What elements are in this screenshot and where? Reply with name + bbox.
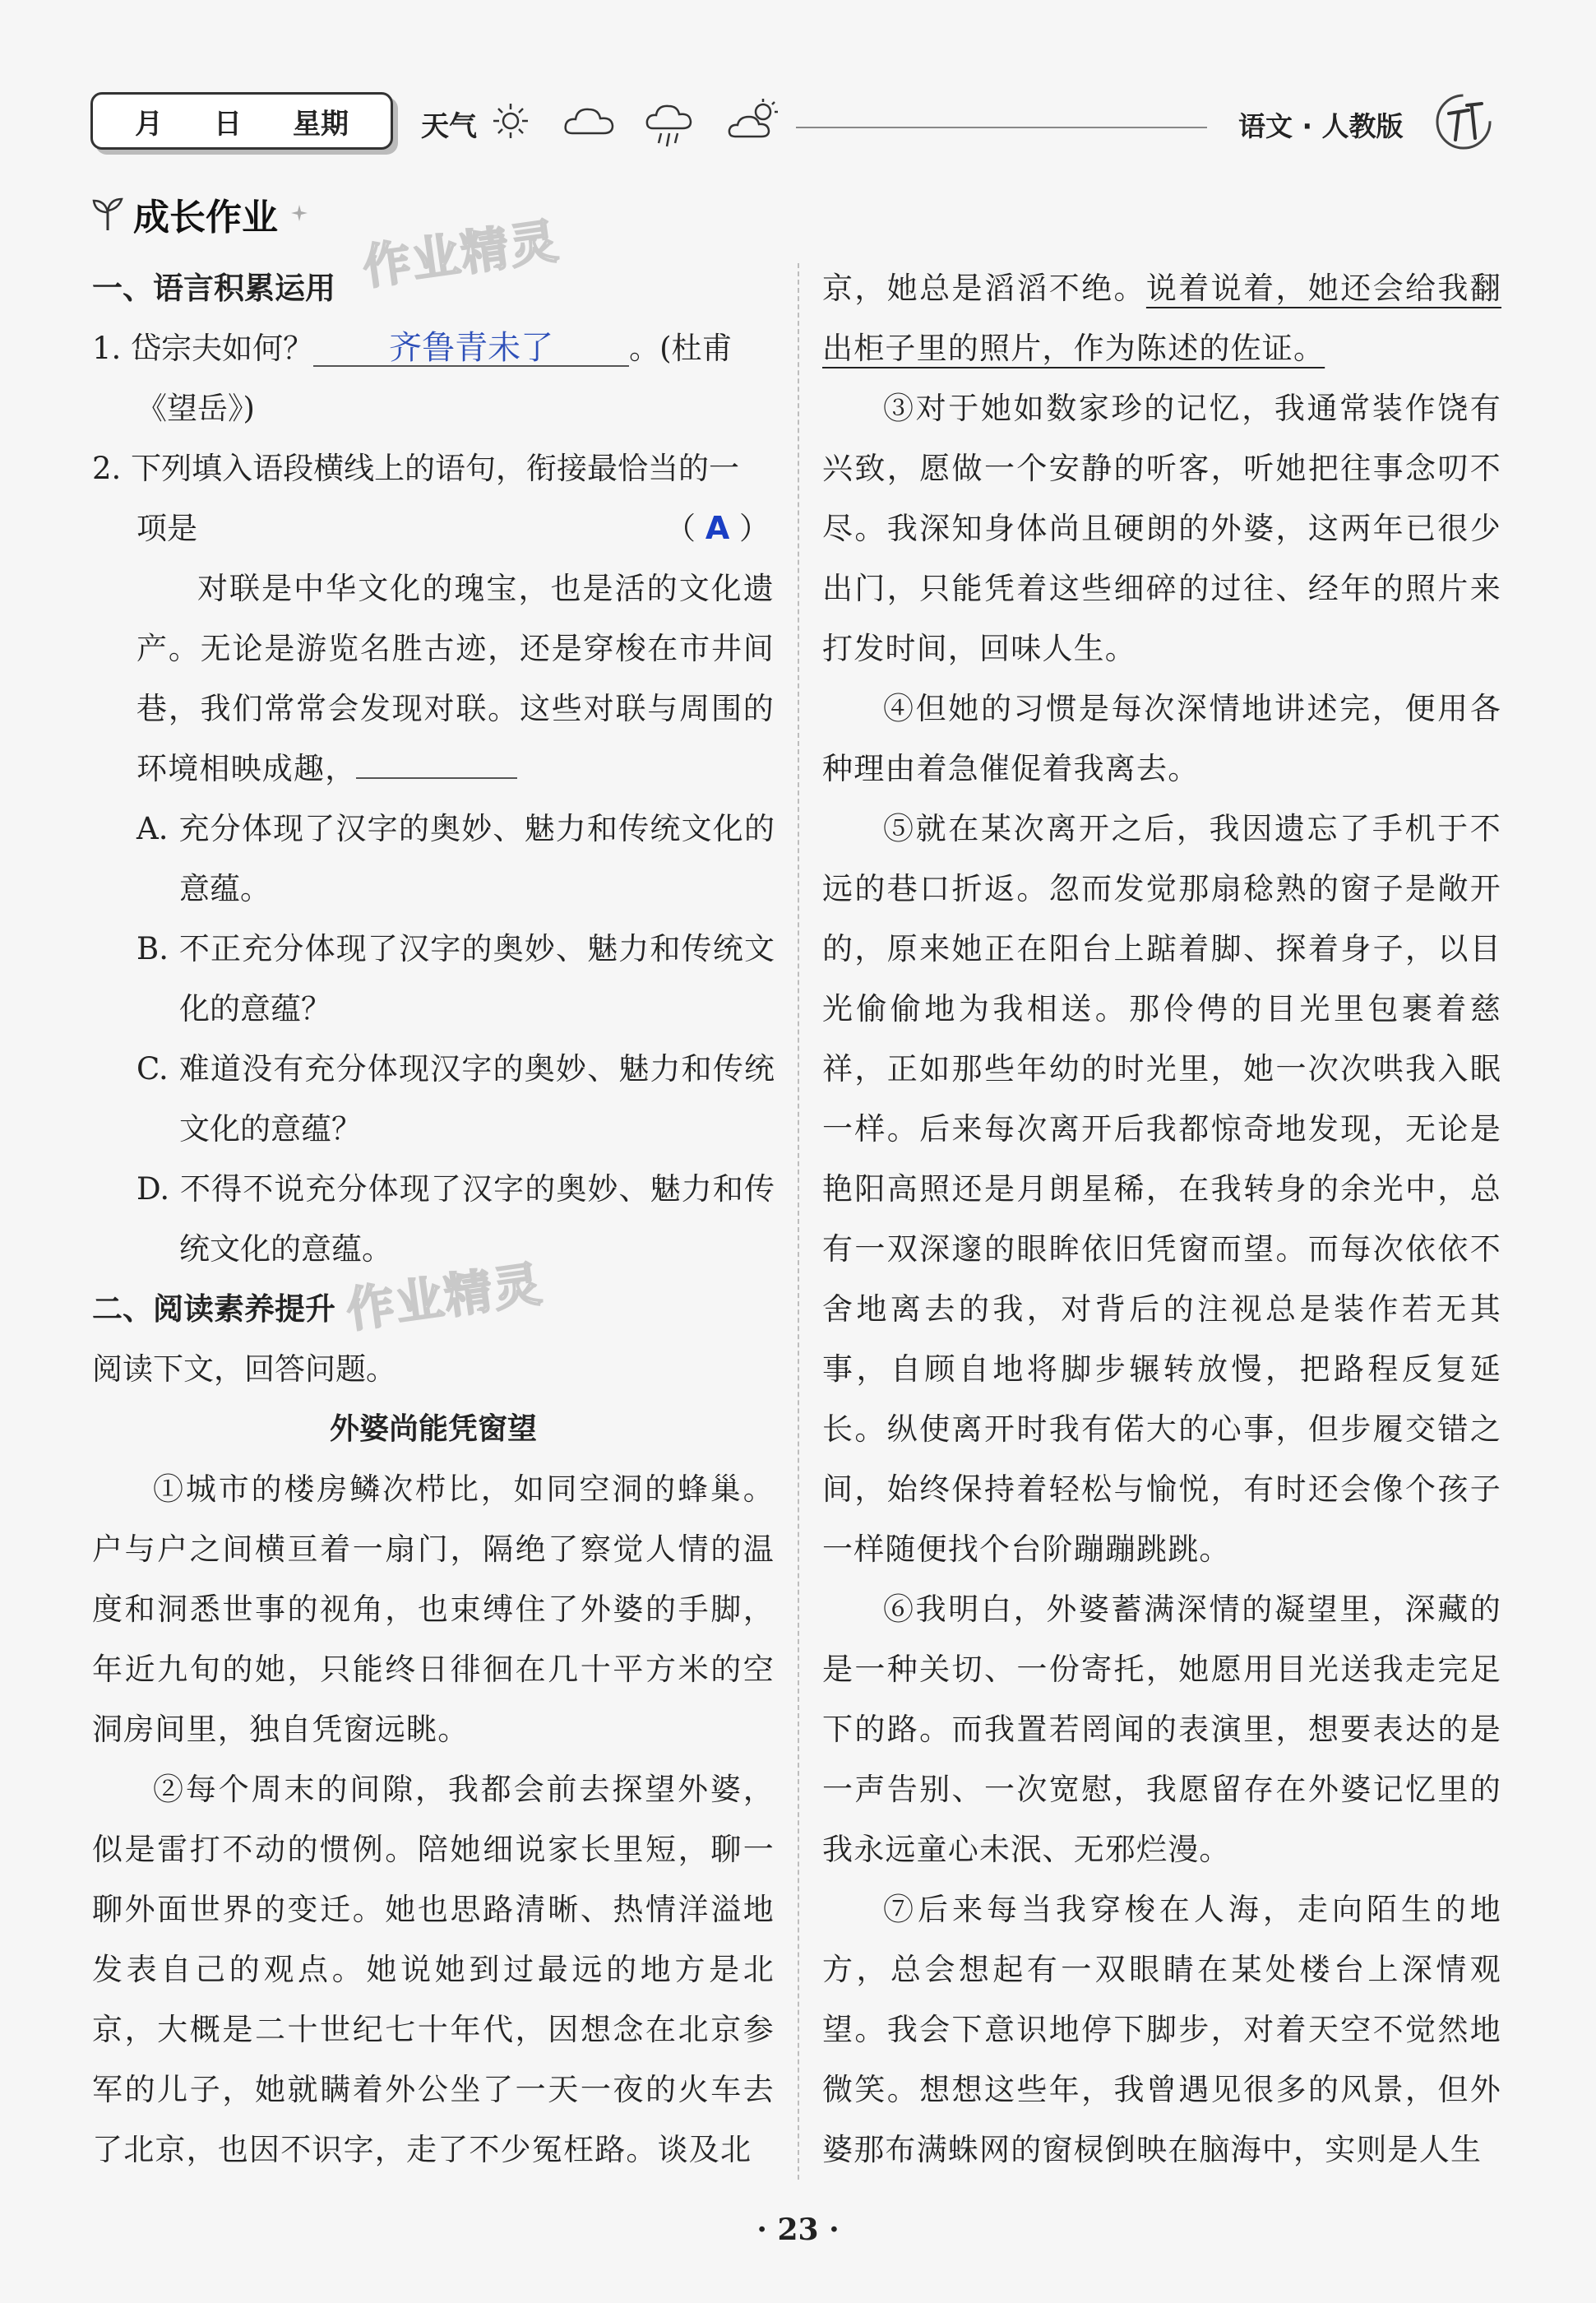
sun-cloud-icon <box>727 97 784 141</box>
q1-suffix: 。(杜甫 <box>629 331 733 366</box>
column-divider <box>798 263 799 2180</box>
story-title: 外婆尚能凭窗望 <box>329 1412 537 1446</box>
q2-stem-end: 项是 <box>136 511 197 546</box>
rain-icon <box>645 102 696 151</box>
publisher-logo <box>1431 89 1497 155</box>
left-column <box>92 258 775 2180</box>
q2-answer: A <box>705 510 730 546</box>
paragraph-5: ⑤就在某次离开之后，我因遗忘了手机于不远的巷口折返。忽而发觉那扇稔熟的窗子是敞开的，原来她正在阳台上踮着脚、探着身子，以目光偷偷地为我相送。那伶俜的目光里包裹着慈祥，正如那些年幼的时光里，她一次次哄我入眠一样。后来每次离开后我都惊奇地发现，无论是艳阳高照还是月朗星稀，在我转身的余光中，总有一双深邃的眼眸依旧凭窗而望。而每次依依不舍地离去的我，对背后的注视总是装作若无其事，自顾自地将脚步辗转放慢，把路程反复延长。纵使离开时我有偌大的心事，但步履交错之间，始终保持着轻松与愉悦，有时还会像个孩子一样随便找个台阶蹦蹦跳跳。 <box>822 811 1501 1567</box>
paragraph-3: ③对于她如数家珍的记忆，我通常装作饶有兴致，愿做一个安静的听客，听她把往事念叨不尽。我深知身体尚且硬朗的外婆，这两年已很少出门，只能凭着这些细碎的过往、经年的照片来打发时间，回味人生。 <box>822 391 1501 666</box>
option-b[interactable]: B. 不正充分体现了汉字的奥妙、魅力和传统文化的意蕴？ <box>136 931 775 1026</box>
weather-label: 天气 <box>421 110 477 143</box>
sprout-icon <box>90 196 125 232</box>
paragraph-1: ①城市的楼房鳞次栉比，如同空洞的蜂巢。户与户之间横亘着一扇门，隔绝了察觉人情的温度和洞悉世事的视角，也束缚住了外婆的手脚，年近九旬的她，只能终日徘徊在几十平方米的空洞房间里，独自凭窗远眺。 <box>92 1471 775 1747</box>
q2-passage: 对联是中华文化的瑰宝，也是活的文化遗产。无论是游览名胜古迹，还是穿梭在市井间巷，我们常常会发现对联。这些对联与周围的环境相映成趣， <box>136 571 775 786</box>
q2-passage-blank[interactable] <box>356 777 517 779</box>
part1-heading: 一、语言积累运用 <box>92 271 335 306</box>
sparkle-icon <box>278 202 311 226</box>
question-2 <box>92 438 775 558</box>
subject-label: 语文 · 人教版 <box>1238 110 1404 142</box>
header-rule <box>796 127 1207 128</box>
q1-source: 《望岳》) <box>136 391 255 426</box>
underlined-sentence: 说着说着，她还会给我翻出柜子里的照片，作为陈述的佐证。 <box>822 271 1502 366</box>
q1-text: 1. 岱宗夫如何？ <box>92 331 314 366</box>
page-number: · 23 · <box>756 2213 840 2247</box>
date-box <box>90 92 393 150</box>
option-d[interactable]: D. 不得不说充分体现了汉字的奥妙、魅力和传统文化的意蕴。 <box>136 1171 775 1267</box>
month-label: 月 <box>135 107 163 141</box>
question-1 <box>92 318 775 438</box>
paragraph-7: ⑦后来每当我穿梭在人海，走向陌生的地方，总会想起有一双眼睛在某处楼台上深情观望。我会下意识地停下脚步，对着天空不觉然地微笑。想想这些年，我曾遇见很多的风景，但外婆那布满蛛网的窗棂倒映在脑海中，实则是人生 <box>822 1892 1501 2167</box>
reading-instruction: 阅读下文，回答问题。 <box>92 1351 396 1387</box>
right-column <box>822 258 1501 2180</box>
option-c[interactable]: C. 难道没有充分体现汉字的奥妙、魅力和传统文化的意蕴？ <box>136 1051 775 1147</box>
paragraph-6: ⑥我明白，外婆蓄满深情的凝望里，深藏的是一种关切、一份寄托，她愿用目光送我走完足下的路。而我置若罔闻的表演里，想要表达的是一声告别、一次宽慰，我愿留存在外婆记忆里的我永远童心未泯、无邪烂漫。 <box>822 1592 1501 1867</box>
option-a[interactable]: A. 充分体现了汉字的奥妙、魅力和传统文化的意蕴。 <box>136 811 775 906</box>
q1-answer-blank[interactable] <box>313 331 629 367</box>
weekday-label: 星期 <box>293 107 349 141</box>
section-title <box>90 188 311 240</box>
paragraph-2-continued: 京，她总是滔滔不绝。说着说着，她还会给我翻出柜子里的照片，作为陈述的佐证。 <box>822 271 1502 366</box>
watermark: 作业精灵 <box>359 212 563 296</box>
cloud-icon <box>562 102 617 140</box>
q1-answer: 齐鲁青未了 <box>389 329 554 367</box>
watermark: 作业精灵 <box>343 1255 547 1339</box>
section-title-text: 成长作业 <box>133 197 278 239</box>
paragraph-2: ②每个周末的间隙，我都会前去探望外婆，似是雷打不动的惯例。陪她细说家长里短，聊一聊外面世界的变迁。她也思路清晰、热情洋溢地发表自己的观点。她说她到过最远的地方是北京，大概是二十世纪七十年代，因想念在北京参军的儿子，她就瞒着外公坐了一天一夜的火车去了北京，也因不识字，走了不少冤枉路。谈及北 <box>92 1772 775 2167</box>
q2-stem: 2. 下列填入语段横线上的语句，衔接最恰当的一 <box>92 451 740 486</box>
day-label: 日 <box>214 107 242 141</box>
part2-heading: 二、阅读素养提升 <box>92 1291 335 1327</box>
sun-icon <box>492 102 530 140</box>
paragraph-4: ④但她的习惯是每次深情地讲述完，便用各种理由着急催促着我离去。 <box>822 691 1501 786</box>
q2-answer-paren: （ A ） <box>665 510 770 546</box>
